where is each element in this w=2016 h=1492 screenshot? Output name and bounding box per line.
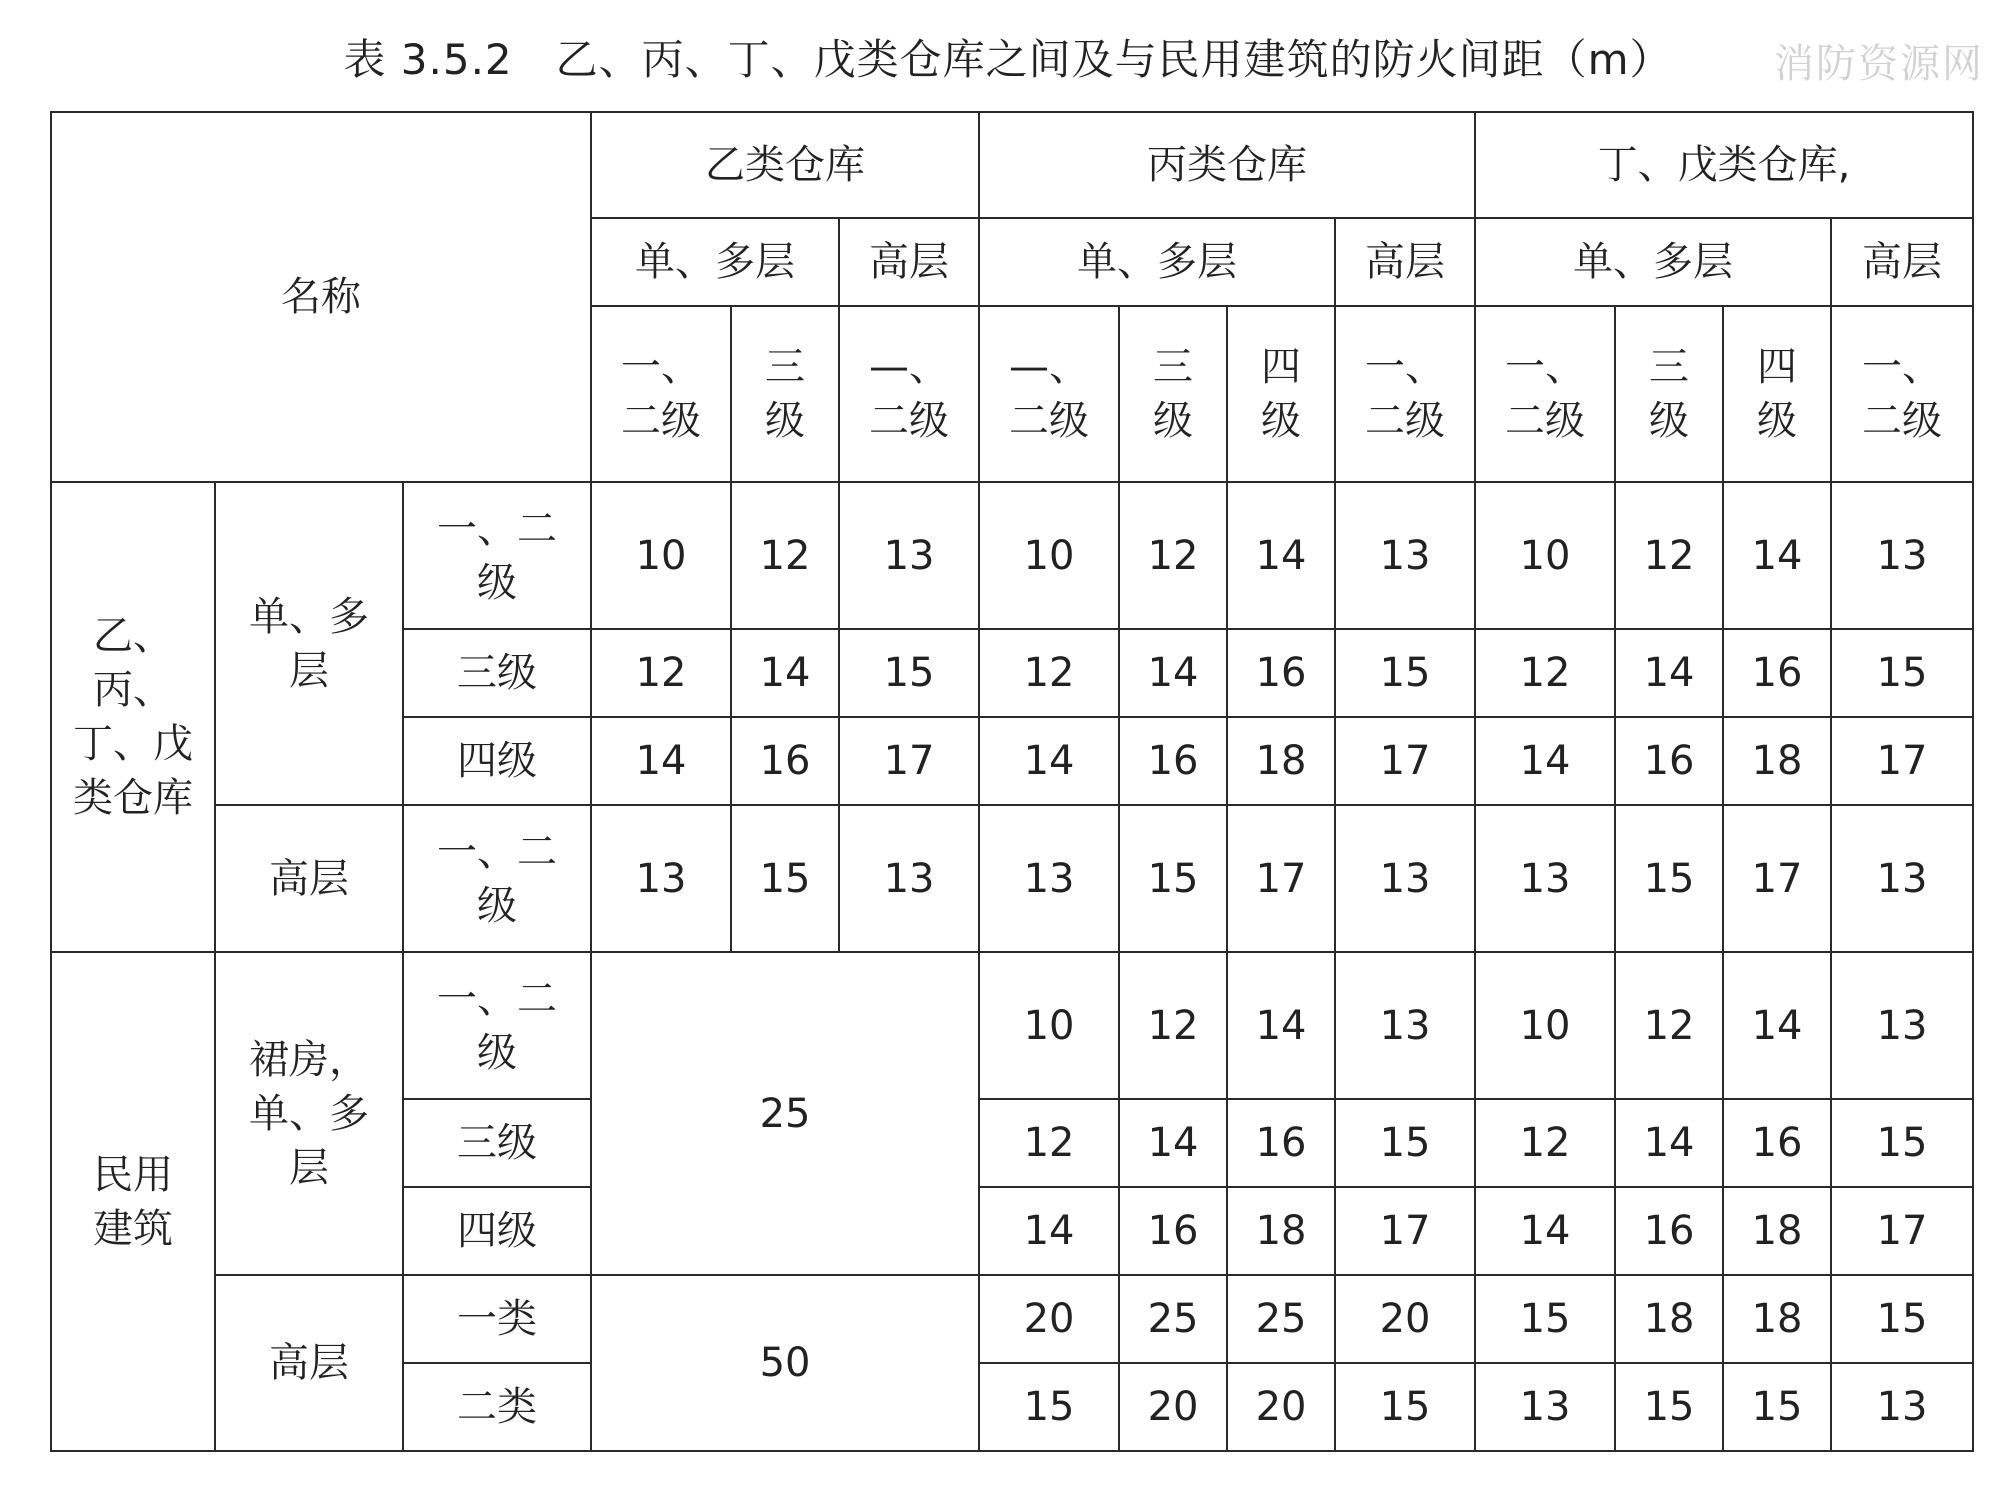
cell: 10 [979, 482, 1119, 629]
cell: 12 [1475, 629, 1615, 717]
cell: 18 [1615, 1275, 1723, 1363]
grade-header: 一、 二级 [1831, 306, 1973, 482]
grade-header: 三 级 [1119, 306, 1227, 482]
header-name: 名称 [51, 112, 591, 482]
table-row [51, 952, 1973, 1099]
cell: 15 [1831, 629, 1973, 717]
cell: 13 [1831, 805, 1973, 952]
grade-header: 四 级 [1723, 306, 1831, 482]
cell: 17 [1227, 805, 1335, 952]
cell: 14 [731, 629, 839, 717]
cell: 13 [1831, 1363, 1973, 1451]
cell-merged: 25 [591, 952, 979, 1275]
cell: 13 [1831, 952, 1973, 1099]
table-row [51, 805, 1973, 952]
grade-header: 一、 二级 [591, 306, 731, 482]
cell: 20 [1119, 1363, 1227, 1451]
cell: 12 [1119, 482, 1227, 629]
row-label-multi: 单、多 层 [215, 482, 403, 805]
cell: 16 [1119, 717, 1227, 805]
cell: 16 [1119, 1187, 1227, 1275]
cell: 25 [1119, 1275, 1227, 1363]
cell: 14 [1475, 1187, 1615, 1275]
row-grade: 一、二 级 [403, 805, 591, 952]
cell: 10 [1475, 482, 1615, 629]
cell: 12 [979, 629, 1119, 717]
watermark: 消防资源网 [1774, 41, 1984, 87]
cell: 15 [1723, 1363, 1831, 1451]
cell: 14 [1615, 1099, 1723, 1187]
cell: 14 [591, 717, 731, 805]
cell: 20 [979, 1275, 1119, 1363]
cell: 14 [1227, 482, 1335, 629]
row-grade: 四级 [403, 1187, 591, 1275]
cell: 15 [1335, 1363, 1475, 1451]
cell: 15 [1335, 629, 1475, 717]
header-bing-multi: 单、多层 [979, 218, 1335, 306]
row-grade: 一、二 级 [403, 482, 591, 629]
cell: 15 [1831, 1275, 1973, 1363]
row-label-podium: 裙房， 单、多 层 [215, 952, 403, 1275]
cell: 15 [1475, 1275, 1615, 1363]
cell: 20 [1227, 1363, 1335, 1451]
table-row [51, 1275, 1973, 1363]
cell: 14 [1723, 482, 1831, 629]
cell: 17 [839, 717, 979, 805]
header-dingwu-multi: 单、多层 [1475, 218, 1831, 306]
cell: 17 [1335, 1187, 1475, 1275]
row-class: 二类 [403, 1363, 591, 1451]
cell: 16 [1615, 717, 1723, 805]
cell: 17 [1831, 717, 1973, 805]
cell: 16 [1227, 1099, 1335, 1187]
row-class: 一类 [403, 1275, 591, 1363]
row-grade: 三级 [403, 629, 591, 717]
cell: 14 [979, 717, 1119, 805]
cell: 16 [1227, 629, 1335, 717]
cell: 20 [1335, 1275, 1475, 1363]
cell: 14 [1227, 952, 1335, 1099]
header-bing-high: 高层 [1335, 218, 1475, 306]
cell: 13 [1335, 482, 1475, 629]
cell: 14 [1119, 1099, 1227, 1187]
grade-header: —、 二级 [979, 306, 1119, 482]
cell: 15 [1615, 1363, 1723, 1451]
cell: 13 [1475, 1363, 1615, 1451]
cell: 13 [1475, 805, 1615, 952]
cell: 13 [591, 805, 731, 952]
grade-header: —、 二级 [839, 306, 979, 482]
row-grade: 一、二 级 [403, 952, 591, 1099]
row-label-civil-high: 高层 [215, 1275, 403, 1451]
cell: 15 [979, 1363, 1119, 1451]
grade-header: 四 级 [1227, 306, 1335, 482]
cell: 12 [1119, 952, 1227, 1099]
cell: 12 [731, 482, 839, 629]
cell: 14 [1119, 629, 1227, 717]
cell: 14 [979, 1187, 1119, 1275]
cell: 15 [731, 805, 839, 952]
cell: 16 [1723, 1099, 1831, 1187]
cell: 12 [979, 1099, 1119, 1187]
cell: 12 [1615, 482, 1723, 629]
row-grade: 四级 [403, 717, 591, 805]
header-group-yi: 乙类仓库 [591, 112, 979, 218]
cell: 17 [1335, 717, 1475, 805]
cell: 18 [1227, 717, 1335, 805]
grade-header: 一、 二级 [1335, 306, 1475, 482]
header-yi-high: 高层 [839, 218, 979, 306]
cell: 18 [1723, 1275, 1831, 1363]
cell: 15 [839, 629, 979, 717]
cell: 10 [979, 952, 1119, 1099]
cell: 13 [839, 482, 979, 629]
fire-distance-table [50, 111, 1974, 1452]
cell: 15 [1831, 1099, 1973, 1187]
row-grade: 三级 [403, 1099, 591, 1187]
header-yi-multi: 单、多层 [591, 218, 839, 306]
row-label-high: 高层 [215, 805, 403, 952]
header-dingwu-high: 高层 [1831, 218, 1973, 306]
cell: 13 [1335, 952, 1475, 1099]
cell: 15 [1119, 805, 1227, 952]
grade-header: 三 级 [1615, 306, 1723, 482]
cell: 10 [591, 482, 731, 629]
grade-header: 一、 二级 [1475, 306, 1615, 482]
cell: 15 [1335, 1099, 1475, 1187]
grade-header: 三 级 [731, 306, 839, 482]
header-group-bing: 丙类仓库 [979, 112, 1475, 218]
table-title: 表 3.5.2 乙、丙、丁、戊类仓库之间及与民用建筑的防火间距（m） [343, 35, 1673, 84]
cell: 16 [1723, 629, 1831, 717]
cell: 16 [731, 717, 839, 805]
cell: 15 [1615, 805, 1723, 952]
cell: 25 [1227, 1275, 1335, 1363]
cell: 13 [1831, 482, 1973, 629]
cell: 14 [1615, 629, 1723, 717]
cell: 18 [1723, 1187, 1831, 1275]
cell: 12 [1615, 952, 1723, 1099]
cell: 17 [1831, 1187, 1973, 1275]
cell: 13 [839, 805, 979, 952]
cell: 12 [591, 629, 731, 717]
row-label-warehouse: 乙、 丙、 丁、戊 类仓库 [51, 482, 215, 952]
cell-merged: 50 [591, 1275, 979, 1451]
cell: 16 [1615, 1187, 1723, 1275]
cell: 14 [1475, 717, 1615, 805]
cell: 18 [1227, 1187, 1335, 1275]
cell: 10 [1475, 952, 1615, 1099]
cell: 14 [1723, 952, 1831, 1099]
cell: 17 [1723, 805, 1831, 952]
row-label-civil: 民用 建筑 [51, 952, 215, 1451]
cell: 12 [1475, 1099, 1615, 1187]
header-group-dingwu: 丁、戊类仓库, [1475, 112, 1973, 218]
table-row [51, 482, 1973, 629]
cell: 13 [1335, 805, 1475, 952]
cell: 18 [1723, 717, 1831, 805]
cell: 13 [979, 805, 1119, 952]
